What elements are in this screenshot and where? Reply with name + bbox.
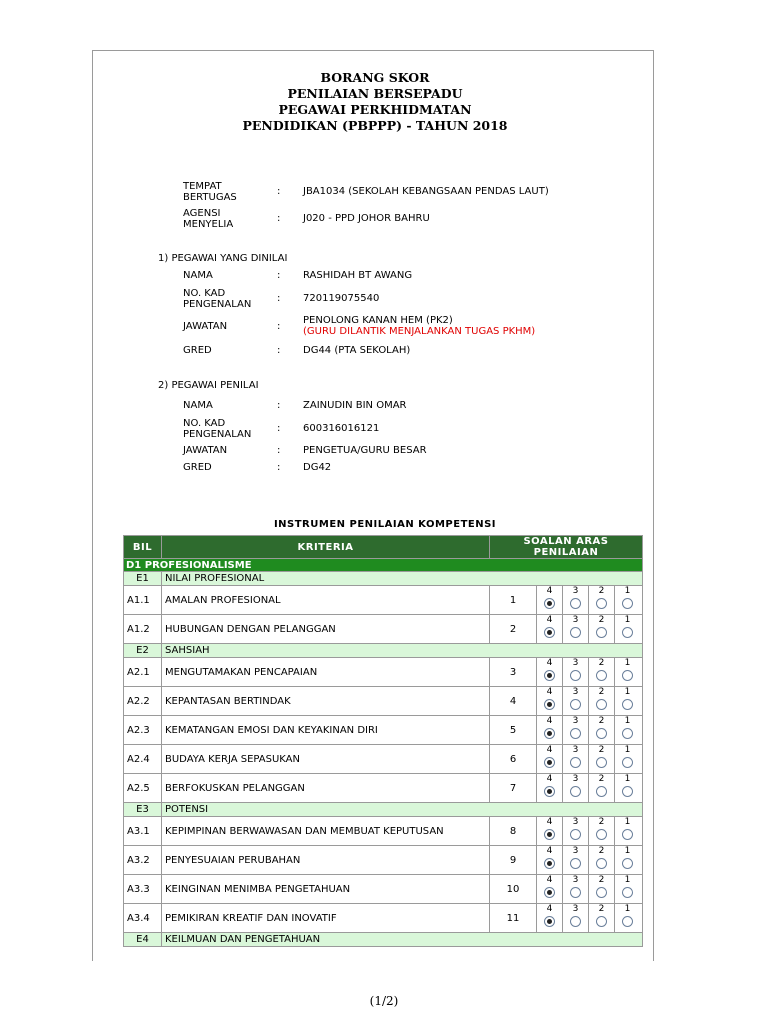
score-option — [537, 875, 562, 903]
score-label: 4 — [546, 716, 553, 726]
item-soalan: 10 — [490, 875, 537, 904]
score-radio[interactable] — [596, 916, 607, 927]
score-option — [562, 716, 588, 744]
score-radio[interactable] — [596, 627, 607, 638]
score-label: 3 — [572, 904, 579, 914]
item-soalan: 9 — [490, 846, 537, 875]
item-soalan: 5 — [490, 716, 537, 745]
colon: : — [277, 213, 281, 224]
score-radio[interactable] — [622, 916, 633, 927]
s1-nama-label: NAMA — [183, 270, 213, 281]
s2-nama-value: ZAINUDIN BIN OMAR — [303, 400, 407, 411]
agensi-menyelia-value: J020 - PPD JOHOR BAHRU — [303, 213, 430, 224]
s2-jawatan-value: PENGETUA/GURU BESAR — [303, 445, 427, 456]
score-radio[interactable] — [596, 887, 607, 898]
item-kriteria: PENYESUAIAN PERUBAHAN — [162, 846, 490, 875]
score-radio[interactable] — [544, 829, 555, 840]
score-label: 1 — [624, 745, 631, 755]
score-option — [588, 586, 614, 614]
score-label: 4 — [546, 615, 553, 625]
score-radio[interactable] — [596, 728, 607, 739]
score-option — [537, 658, 562, 686]
item-bil: A2.1 — [124, 658, 162, 687]
table-row — [124, 716, 643, 745]
s2-ic-label: NO. KAD PENGENALAN — [183, 418, 252, 440]
score-radio[interactable] — [544, 757, 555, 768]
colon: : — [277, 270, 281, 281]
item-bil: A2.2 — [124, 687, 162, 716]
item-kriteria: KEINGINAN MENIMBA PENGETAHUAN — [162, 875, 490, 904]
score-label: 2 — [598, 774, 605, 784]
score-option — [537, 745, 562, 773]
score-option — [614, 658, 640, 686]
item-bil: A2.4 — [124, 745, 162, 774]
score-option — [537, 586, 562, 614]
s2-gred-value: DG42 — [303, 462, 332, 473]
score-label: 1 — [624, 904, 631, 914]
score-label: 3 — [572, 875, 579, 885]
colon: : — [277, 462, 281, 473]
item-kriteria: BUDAYA KERJA SEPASUKAN — [162, 745, 490, 774]
group-code: E3 — [124, 803, 162, 817]
group-name: NILAI PROFESIONAL — [162, 572, 643, 586]
s2-ic-value: 600316016121 — [303, 423, 380, 434]
score-option — [562, 875, 588, 903]
score-radio[interactable] — [570, 627, 581, 638]
group-code: E2 — [124, 644, 162, 658]
score-option — [588, 658, 614, 686]
table-row — [124, 774, 643, 803]
score-option — [562, 615, 588, 643]
colon: : — [277, 345, 281, 356]
item-kriteria: MENGUTAMAKAN PENCAPAIAN — [162, 658, 490, 687]
score-option — [537, 716, 562, 744]
score-option — [537, 846, 562, 874]
score-option — [537, 615, 562, 643]
item-kriteria: HUBUNGAN DENGAN PELANGGAN — [162, 615, 490, 644]
score-label: 4 — [546, 875, 553, 885]
score-radio[interactable] — [570, 728, 581, 739]
score-label: 4 — [546, 687, 553, 697]
score-radio[interactable] — [570, 829, 581, 840]
score-label: 2 — [598, 846, 605, 856]
score-radio[interactable] — [570, 598, 581, 609]
score-option — [614, 817, 640, 845]
score-option — [614, 615, 640, 643]
item-soalan: 6 — [490, 745, 537, 774]
score-label: 1 — [624, 687, 631, 697]
item-soalan: 1 — [490, 586, 537, 615]
score-option — [614, 586, 640, 614]
score-radio[interactable] — [570, 757, 581, 768]
score-label: 1 — [624, 846, 631, 856]
score-option — [562, 658, 588, 686]
title-line: PENILAIAN BERSEPADU — [287, 86, 463, 101]
score-option — [588, 687, 614, 715]
score-option — [614, 687, 640, 715]
score-radio[interactable] — [596, 858, 607, 869]
score-label: 2 — [598, 687, 605, 697]
score-radio[interactable] — [544, 627, 555, 638]
score-label: 3 — [572, 658, 579, 668]
item-kriteria: AMALAN PROFESIONAL — [162, 586, 490, 615]
score-radio[interactable] — [570, 699, 581, 710]
table-row — [124, 658, 643, 687]
score-label: 1 — [624, 774, 631, 784]
title-line: PEGAWAI PERKHIDMATAN — [278, 102, 472, 117]
item-kriteria: KEPANTASAN BERTINDAK — [162, 687, 490, 716]
item-kriteria: PEMIKIRAN KREATIF DAN INOVATIF — [162, 904, 490, 933]
colon: : — [277, 400, 281, 411]
table-row — [124, 846, 643, 875]
score-label: 1 — [624, 615, 631, 625]
item-bil: A2.5 — [124, 774, 162, 803]
score-option — [614, 846, 640, 874]
score-radio[interactable] — [544, 786, 555, 797]
score-option — [588, 615, 614, 643]
score-label: 2 — [598, 904, 605, 914]
item-soalan: 11 — [490, 904, 537, 933]
score-label: 1 — [624, 817, 631, 827]
colon: : — [277, 423, 281, 434]
score-radio[interactable] — [596, 598, 607, 609]
colon: : — [277, 293, 281, 304]
table-row — [124, 687, 643, 716]
score-radio[interactable] — [570, 887, 581, 898]
score-radio[interactable] — [622, 829, 633, 840]
section1-heading: 1) PEGAWAI YANG DINILAI — [158, 253, 288, 264]
score-label: 1 — [624, 875, 631, 885]
score-label: 3 — [572, 774, 579, 784]
score-label: 4 — [546, 904, 553, 914]
score-radio[interactable] — [544, 699, 555, 710]
item-bil: A2.3 — [124, 716, 162, 745]
title-line: BORANG SKOR — [320, 70, 430, 85]
score-option — [562, 904, 588, 932]
score-label: 1 — [624, 716, 631, 726]
header-bil: BIL — [124, 536, 162, 559]
group-name: SAHSIAH — [162, 644, 643, 658]
score-label: 2 — [598, 615, 605, 625]
score-radio[interactable] — [622, 786, 633, 797]
score-radio[interactable] — [570, 786, 581, 797]
score-radio[interactable] — [622, 757, 633, 768]
score-label: 4 — [546, 846, 553, 856]
score-option — [562, 745, 588, 773]
item-bil: A3.4 — [124, 904, 162, 933]
score-radio[interactable] — [570, 916, 581, 927]
score-option — [614, 716, 640, 744]
score-label: 3 — [572, 716, 579, 726]
item-soalan: 4 — [490, 687, 537, 716]
score-label: 2 — [598, 658, 605, 668]
table-row — [124, 904, 643, 933]
score-radio[interactable] — [622, 627, 633, 638]
group-row — [124, 644, 643, 658]
score-radio[interactable] — [622, 887, 633, 898]
table-row — [124, 817, 643, 846]
tempat-bertugas-value: JBA1034 (SEKOLAH KEBANGSAAN PENDAS LAUT) — [303, 186, 549, 197]
title-line: PENDIDIKAN (PBPPP) - TAHUN 2018 — [242, 118, 508, 133]
score-option — [588, 875, 614, 903]
score-option — [588, 774, 614, 802]
score-radio[interactable] — [622, 699, 633, 710]
score-label: 3 — [572, 817, 579, 827]
group-row — [124, 933, 643, 947]
item-kriteria: KEPIMPINAN BERWAWASAN DAN MEMBUAT KEPUTUSAN — [162, 817, 490, 846]
item-soalan: 2 — [490, 615, 537, 644]
s2-gred-label: GRED — [183, 462, 212, 473]
score-option — [537, 687, 562, 715]
table-row — [124, 745, 643, 774]
score-radio[interactable] — [570, 670, 581, 681]
item-soalan: 8 — [490, 817, 537, 846]
group-row — [124, 803, 643, 817]
colon: : — [277, 445, 281, 456]
score-label: 3 — [572, 846, 579, 856]
score-option — [588, 817, 614, 845]
score-radio[interactable] — [544, 887, 555, 898]
score-label: 1 — [624, 586, 631, 596]
score-radio[interactable] — [544, 858, 555, 869]
score-label: 2 — [598, 875, 605, 885]
score-radio[interactable] — [622, 598, 633, 609]
score-label: 2 — [598, 586, 605, 596]
group-code: E1 — [124, 572, 162, 586]
table-row — [124, 875, 643, 904]
item-soalan: 7 — [490, 774, 537, 803]
s2-jawatan-label: JAWATAN — [183, 445, 228, 456]
score-option — [588, 904, 614, 932]
group-code: E4 — [124, 933, 162, 947]
header-kriteria: KRITERIA — [162, 536, 490, 559]
score-option — [588, 745, 614, 773]
item-kriteria: KEMATANGAN EMOSI DAN KEYAKINAN DIRI — [162, 716, 490, 745]
table-header — [124, 536, 643, 559]
score-option — [614, 875, 640, 903]
instrument-title: INSTRUMEN PENILAIAN KOMPETENSI — [273, 519, 497, 530]
score-option — [588, 716, 614, 744]
item-bil: A3.2 — [124, 846, 162, 875]
s1-jawatan-value: PENOLONG KANAN HEM (PK2) — [303, 315, 453, 326]
score-label: 4 — [546, 774, 553, 784]
score-label: 4 — [546, 817, 553, 827]
score-radio[interactable] — [544, 598, 555, 609]
table-row — [124, 615, 643, 644]
colon: : — [277, 321, 281, 332]
score-label: 3 — [572, 687, 579, 697]
score-option — [537, 904, 562, 932]
score-option — [588, 846, 614, 874]
score-option — [562, 586, 588, 614]
score-radio[interactable] — [596, 829, 607, 840]
score-label: 2 — [598, 716, 605, 726]
score-label: 2 — [598, 745, 605, 755]
score-radio[interactable] — [544, 728, 555, 739]
tempat-bertugas-label: TEMPAT BERTUGAS — [183, 181, 237, 203]
score-option — [614, 745, 640, 773]
score-option — [562, 846, 588, 874]
score-option — [562, 817, 588, 845]
score-option — [537, 774, 562, 802]
assessment-table — [123, 535, 643, 947]
item-soalan: 3 — [490, 658, 537, 687]
group-row — [124, 572, 643, 586]
score-radio[interactable] — [596, 699, 607, 710]
score-label: 3 — [572, 745, 579, 755]
score-radio[interactable] — [570, 858, 581, 869]
score-label: 2 — [598, 817, 605, 827]
section2-heading: 2) PEGAWAI PENILAI — [158, 380, 259, 391]
score-radio[interactable] — [596, 757, 607, 768]
score-label: 4 — [546, 745, 553, 755]
header-soalan: SOALAN ARAS PENILAIAN — [490, 536, 643, 559]
agensi-menyelia-label: AGENSI MENYELIA — [183, 208, 234, 230]
score-option — [614, 774, 640, 802]
s1-jawatan-label: JAWATAN — [183, 321, 228, 332]
section-row — [124, 559, 643, 572]
item-bil: A3.1 — [124, 817, 162, 846]
score-label: 3 — [572, 615, 579, 625]
s2-nama-label: NAMA — [183, 400, 213, 411]
score-radio[interactable] — [544, 670, 555, 681]
s1-ic-label: NO. KAD PENGENALAN — [183, 288, 252, 310]
section-label: D1 PROFESIONALISME — [124, 559, 643, 572]
page-number: (1/2) — [369, 994, 399, 1008]
item-bil: A1.2 — [124, 615, 162, 644]
score-option — [562, 687, 588, 715]
s1-gred-label: GRED — [183, 345, 212, 356]
s1-nama-value: RASHIDAH BT AWANG — [303, 270, 413, 281]
score-label: 4 — [546, 658, 553, 668]
item-bil: A1.1 — [124, 586, 162, 615]
item-bil: A3.3 — [124, 875, 162, 904]
score-radio[interactable] — [622, 858, 633, 869]
s1-gred-value: DG44 (PTA SEKOLAH) — [303, 345, 411, 356]
group-name: POTENSI — [162, 803, 643, 817]
score-option — [537, 817, 562, 845]
s1-ic-value: 720119075540 — [303, 293, 380, 304]
item-kriteria: BERFOKUSKAN PELANGGAN — [162, 774, 490, 803]
score-radio[interactable] — [596, 786, 607, 797]
score-label: 4 — [546, 586, 553, 596]
score-label: 3 — [572, 586, 579, 596]
colon: : — [277, 186, 281, 197]
score-option — [614, 904, 640, 932]
s1-jawatan-note: (GURU DILANTIK MENJALANKAN TUGAS PKHM) — [303, 326, 536, 337]
score-radio[interactable] — [622, 670, 633, 681]
score-radio[interactable] — [544, 916, 555, 927]
form-title — [110, 70, 640, 134]
score-label: 1 — [624, 658, 631, 668]
table-row — [124, 586, 643, 615]
score-radio[interactable] — [596, 670, 607, 681]
score-option — [562, 774, 588, 802]
group-name: KEILMUAN DAN PENGETAHUAN — [162, 933, 643, 947]
score-radio[interactable] — [622, 728, 633, 739]
